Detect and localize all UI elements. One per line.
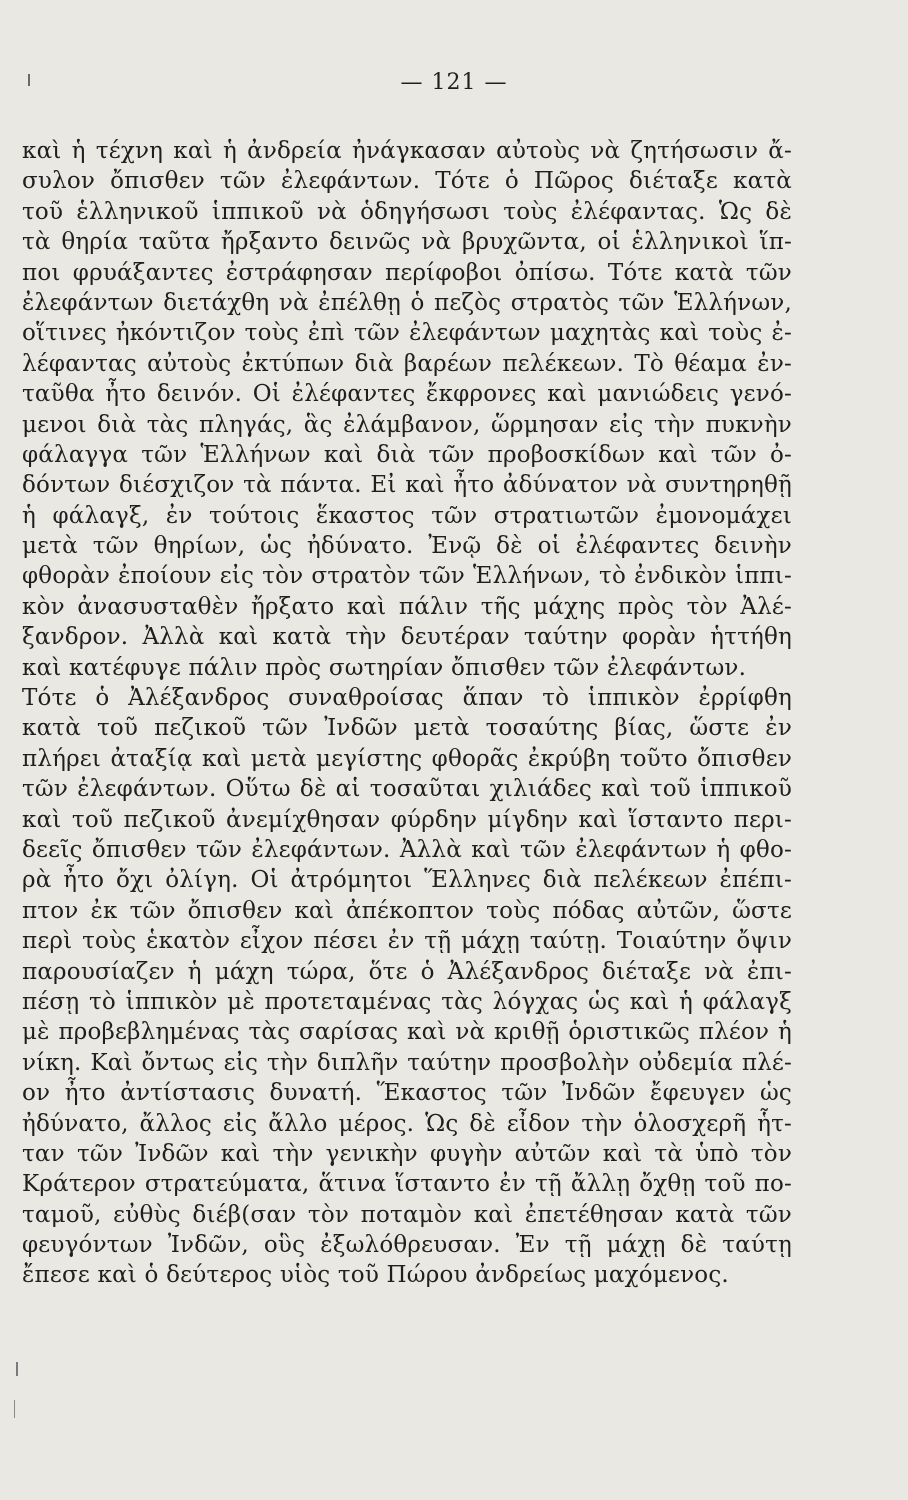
text-line: ρὰ ἦτο ὄχι ὀλίγη. Οἱ ἀτρόμητοι Ἕλληνες διὰ πελέκεων ἐπέπι-: [22, 867, 792, 894]
scan-speck: [16, 1362, 18, 1376]
text-line: τοῦ ἑλληνικοῦ ἱππικοῦ νὰ ὁδηγήσωσι τοὺς ἐλέφαντας. Ὡς δὲ: [22, 198, 792, 225]
text-line: ἡ φάλαγξ, ἐν τούτοις ἕκαστος τῶν στρατιωτῶν ἐμονομάχει: [22, 502, 792, 529]
text-line: ἐλεφάντων διετάχθη νὰ ἐπέλθῃ ὁ πεζὸς στρατὸς τῶν Ἑλλήνων,: [22, 289, 792, 316]
text-line: ξανδρον. Ἀλλὰ καὶ κατὰ τὴν δευτέραν ταύτην φορὰν ἡττήθη: [22, 624, 792, 651]
text-line: παρουσίαζεν ἡ μάχη τώρα, ὅτε ὁ Ἀλέξανδρος διέταξε νὰ ἐπι-: [22, 958, 792, 985]
text-line: ἔπεσε καὶ ὁ δεύτερος υἱὸς τοῦ Πώρου ἀνδρείως μαχόμενος.: [22, 1262, 729, 1289]
text-line: Κράτερον στρατεύματα, ἅτινα ἵσταντο ἐν τῇ ἄλλῃ ὄχθῃ τοῦ πο-: [22, 1171, 792, 1198]
body-text: [22, 136, 792, 1291]
page-number: — 121 —: [400, 70, 508, 95]
text-line: πέσῃ τὸ ἱππικὸν μὲ προτεταμένας τὰς λόγχας ὡς καὶ ἡ φάλαγξ: [22, 988, 792, 1015]
text-line: ταμοῦ, εὐθὺς διέβ(σαν τὸν ποταμὸν καὶ ἐπετέθησαν κατὰ τῶν: [22, 1201, 792, 1228]
text-line: δόντων διέσχιζον τὰ πάντα. Εἰ καὶ ἦτο ἀδύνατον νὰ συντηρηθῇ: [22, 472, 792, 499]
text-line: τῶν ἐλεφάντων. Οὕτω δὲ αἱ τοσαῦται χιλιάδες καὶ τοῦ ἱππικοῦ: [22, 776, 792, 803]
text-line: Τότε ὁ Ἀλέξανδρος συναθροίσας ἅπαν τὸ ἱππικὸν ἐρρίφθη: [22, 685, 792, 712]
text-line: καὶ ἡ τέχνη καὶ ἡ ἀνδρεία ἠνάγκασαν αὐτοὺς νὰ ζητήσωσιν ἄ-: [22, 138, 792, 164]
text-line: μετὰ τῶν θηρίων, ὡς ἠδύνατο. Ἐνῷ δὲ οἱ ἐλέφαντες δεινὴν: [22, 533, 792, 560]
text-line: λέφαντας αὐτοὺς ἐκτύπων διὰ βαρέων πελέκεων. Τὸ θέαμα ἐν-: [22, 350, 792, 377]
text-line: ἠδύνατο, ἄλλος εἰς ἄλλο μέρος. Ὡς δὲ εἶδον τὴν ὁλοσχερῆ ἧτ-: [22, 1110, 792, 1137]
text-line: πτον ἐκ τῶν ὄπισθεν καὶ ἀπέκοπτον τοὺς πόδας αὐτῶν, ὥστε: [22, 897, 792, 924]
text-line: καὶ τοῦ πεζικοῦ ἀνεμίχθησαν φύρδην μίγδην καὶ ἵσταντο περι-: [22, 806, 792, 833]
text-line: μενοι διὰ τὰς πληγάς, ἃς ἐλάμβανον, ὥρμησαν εἰς τὴν πυκνὴν: [22, 411, 792, 438]
text-line: ταῦθα ἦτο δεινόν. Οἱ ἐλέφαντες ἔκφρονες καὶ μανιώδεις γενό-: [22, 381, 792, 408]
text-line: νίκη. Καὶ ὄντως εἰς τὴν διπλῆν ταύτην προσβολὴν οὐδεμία πλέ-: [22, 1049, 792, 1076]
text-line: μὲ προβεβλημένας τὰς σαρίσας καὶ νὰ κριθῇ ὁριστικῶς πλέον ἡ: [22, 1019, 792, 1046]
text-line: ταν τῶν Ἰνδῶν καὶ τὴν γενικὴν φυγὴν αὐτῶν καὶ τὰ ὑπὸ τὸν: [22, 1140, 792, 1167]
text-line: φευγόντων Ἰνδῶν, οὓς ἐξωλόθρευσαν. Ἐν τῇ μάχῃ δὲ ταύτῃ: [22, 1232, 792, 1259]
text-line: οἵτινες ἠκόντιζον τοὺς ἐπὶ τῶν ἐλεφάντων μαχητὰς καὶ τοὺς ἐ-: [22, 320, 792, 347]
text-line: κατὰ τοῦ πεζικοῦ τῶν Ἰνδῶν μετὰ τοσαύτης βίας, ὥστε ἐν: [22, 715, 792, 742]
text-line: δεεῖς ὄπισθεν τῶν ἐλεφάντων. Ἀλλὰ καὶ τῶν ἐλεφάντων ἡ φθο-: [22, 836, 792, 863]
text-line: ποι φρυάξαντες ἐστράφησαν περίφοβοι ὀπίσω. Τότε κατὰ τῶν: [22, 259, 792, 286]
text-line: πλήρει ἀταξίᾳ καὶ μετὰ μεγίστης φθορᾶς ἐκρύβη τοῦτο ὄπισθεν: [22, 745, 792, 772]
scan-speck: [28, 74, 30, 86]
text-line: φθορὰν ἐποίουν εἰς τὸν στρατὸν τῶν Ἑλλήνων, τὸ ἐνδικὸν ἱππι-: [22, 563, 792, 590]
text-line: καὶ κατέφυγε πάλιν πρὸς σωτηρίαν ὄπισθεν τῶν ἐλεφάντων.: [22, 654, 747, 681]
text-line: φάλαγγα τῶν Ἑλλήνων καὶ διὰ τῶν προβοσκίδων καὶ τῶν ὀ-: [22, 441, 792, 468]
text-line: κὸν ἀνασυσταθὲν ἤρξατο καὶ πάλιν τῆς μάχης πρὸς τὸν Ἀλέ-: [22, 593, 792, 620]
text-line: ον ἦτο ἀντίστασις δυνατή. Ἕκαστος τῶν Ἰνδῶν ἔφευγεν ὡς: [22, 1080, 792, 1107]
text-line: συλον ὄπισθεν τῶν ἐλεφάντων. Τότε ὁ Πῶρος διέταξε κατὰ: [22, 168, 792, 195]
text-line: τὰ θηρία ταῦτα ἤρξαντο δεινῶς νὰ βρυχῶντα, οἱ ἑλληνικοὶ ἵπ-: [22, 229, 792, 256]
text-line: περὶ τοὺς ἑκατὸν εἶχον πέσει ἐν τῇ μάχῃ ταύτῃ. Τοιαύτην ὄψιν: [22, 928, 792, 955]
scan-speck: [14, 1400, 15, 1418]
